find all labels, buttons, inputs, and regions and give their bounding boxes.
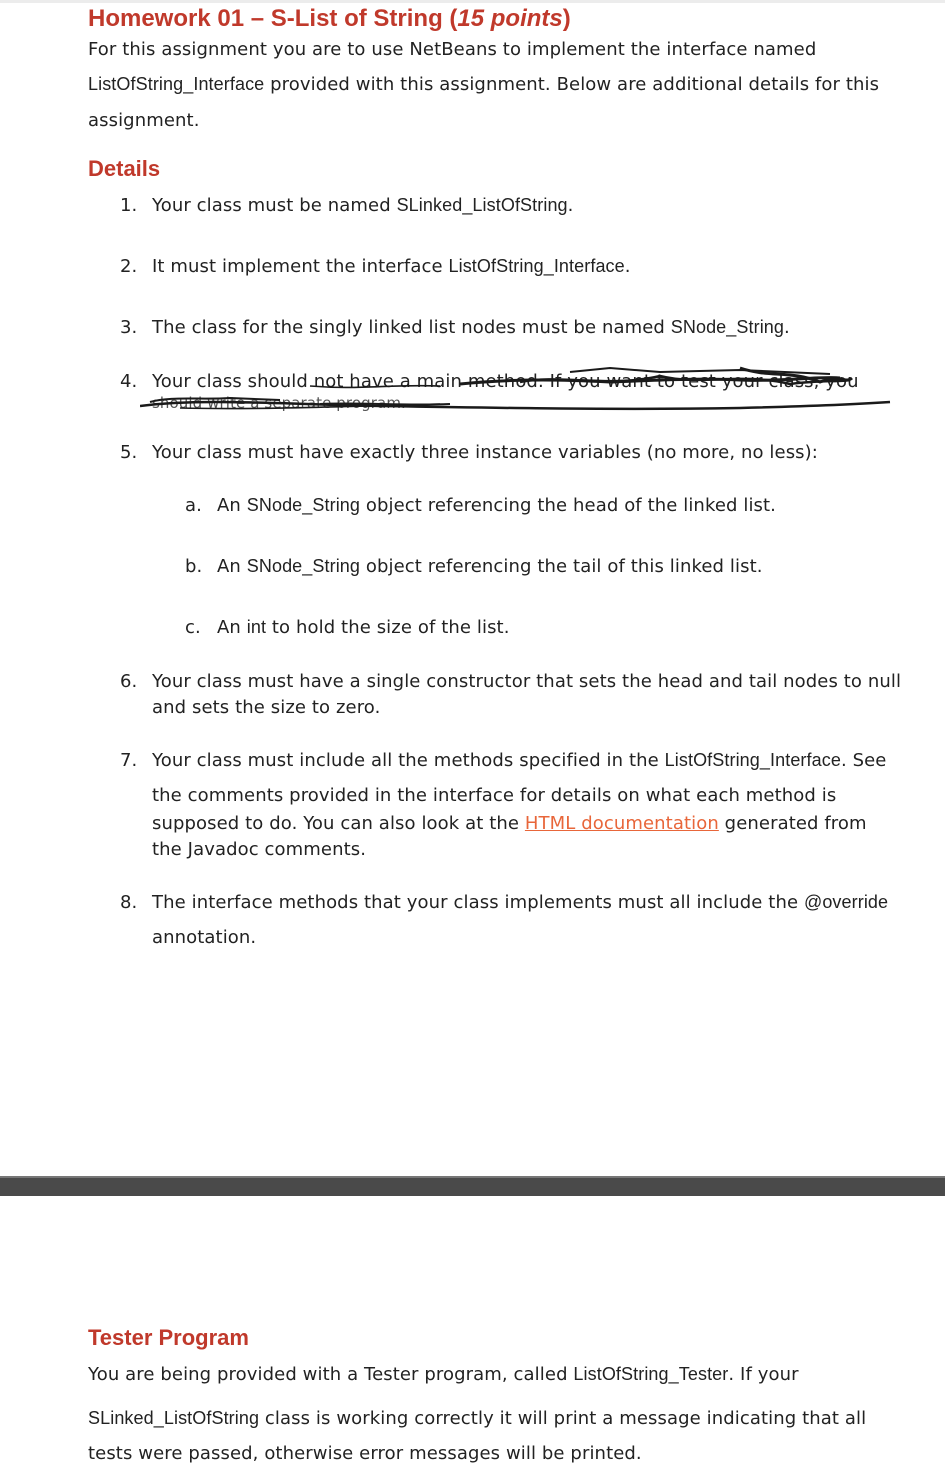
list-item-8-line-2: annotation. [152, 927, 257, 948]
page-top-edge [0, 0, 945, 3]
sublist-item-c: An int to hold the size of the list. [217, 617, 510, 638]
intro-line-3: assignment. [88, 110, 200, 131]
details-heading: Details [88, 156, 161, 181]
list-item-3: The class for the singly linked list nodes must be named SNode_String. [152, 317, 790, 338]
list-number: 6. [120, 671, 138, 692]
list-number: 8. [120, 892, 138, 913]
list-item-6-line-1: Your class must have a single constructor that sets the head and tail nodes to null [152, 671, 902, 692]
list-number: 7. [120, 750, 138, 771]
list-item-7-line-4: the Javadoc comments. [152, 839, 367, 860]
tester-heading: Tester Program [88, 1325, 249, 1350]
list-item-5: Your class must have exactly three instance variables (no more, no less): [152, 442, 818, 463]
list-item-2: It must implement the interface ListOfString_Interface. [152, 256, 631, 277]
list-item-7-line-2: the comments provided in the interface for details on what each method is [152, 785, 837, 806]
list-item-7-line-3: supposed to do. You can also look at the HTML documentation generated from [152, 813, 867, 834]
tester-line-3: tests were passed, otherwise error messages will be printed. [88, 1443, 642, 1464]
html-documentation-link[interactable]: HTML documentation [524, 813, 719, 834]
list-number: 5. [120, 442, 138, 463]
page-break-divider [0, 1176, 945, 1196]
list-item-4-line-1: Your class should not have a main method. If you want to test your class, you [152, 371, 859, 392]
list-item-6-line-2: and sets the size to zero. [152, 697, 381, 718]
sublist-letter: a. [185, 495, 202, 516]
handwritten-strikeout [140, 360, 900, 420]
list-item-8-line-1: The interface methods that your class implements must all include the @override [152, 892, 889, 913]
sublist-letter: b. [185, 556, 203, 577]
tester-line-2: SLinked_ListOfString class is working correctly it will print a message indicating that all [88, 1408, 867, 1429]
sublist-letter: c. [185, 617, 201, 638]
list-number: 1. [120, 195, 138, 216]
sublist-item-b: An SNode_String object referencing the tail of this linked list. [217, 556, 763, 577]
intro-line-1: For this assignment you are to use NetBeans to implement the interface named [88, 39, 817, 60]
tester-line-1: You are being provided with a Tester program, called ListOfString_Tester. If your [88, 1364, 799, 1385]
list-number: 3. [120, 317, 138, 338]
list-item-4-line-2: should write a separate program. [152, 394, 406, 412]
intro-line-2: ListOfString_Interface provided with this assignment. Below are additional details for this [88, 74, 880, 95]
list-number: 4. [120, 371, 138, 392]
list-item-1: Your class must be named SLinked_ListOfString. [152, 195, 574, 216]
sublist-item-a: An SNode_String object referencing the head of the linked list. [217, 495, 777, 516]
list-number: 2. [120, 256, 138, 277]
page-title: Homework 01 – S-List of String (15 points) [88, 5, 571, 32]
list-item-7-line-1: Your class must include all the methods specified in the ListOfString_Interface. See [152, 750, 887, 771]
